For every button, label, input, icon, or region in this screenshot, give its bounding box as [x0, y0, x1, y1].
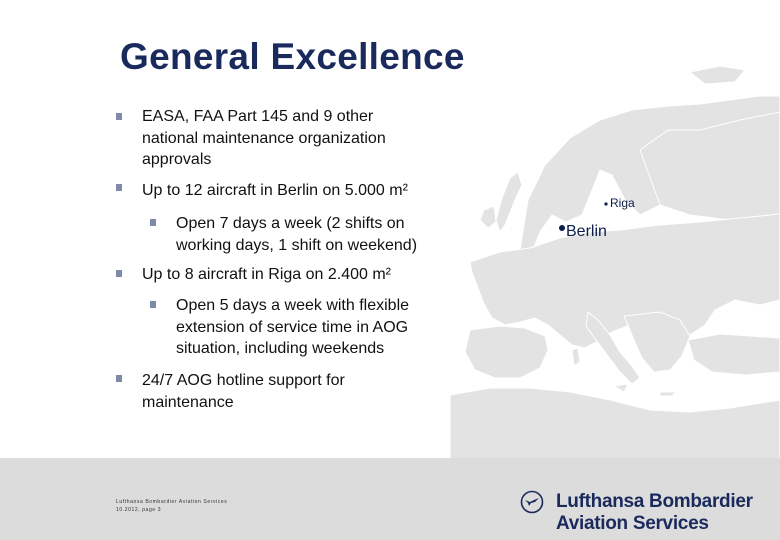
footer-company: Lufthansa Bombardier Aviation Services [116, 499, 228, 505]
city-label-riga: Riga [610, 196, 635, 210]
sub-bullet-item [176, 295, 466, 360]
bullet-text: EASA, FAA Part 145 and 9 other national maintenance organization approvals [142, 108, 386, 168]
bullet-text: Open 7 days a week (2 shifts on working days, 1 shift on weekend) [176, 215, 418, 254]
bullet-text: Open 5 days a week with flexible extension of service time in AOG situation, including weekends [176, 297, 410, 357]
brand-name-line2: Aviation Services [556, 513, 709, 534]
sub-bullet-marker-icon [150, 219, 156, 226]
bullet-marker-icon [116, 113, 122, 120]
bullet-item [142, 106, 442, 171]
footer-bar [0, 458, 780, 540]
sub-bullet-marker-icon [150, 301, 156, 308]
city-label-berlin: Berlin [566, 223, 607, 240]
bullet-item [142, 180, 462, 202]
sub-bullet-item [176, 213, 466, 256]
bullet-text: 24/7 AOG hotline support for maintenance [142, 372, 345, 411]
bullet-marker-icon [116, 270, 122, 277]
crane-logo-icon [520, 490, 544, 514]
bullet-text: Up to 8 aircraft in Riga on 2.400 m² [142, 266, 392, 283]
bullet-text: Up to 12 aircraft in Berlin on 5.000 m² [142, 182, 408, 199]
footer-page-info: 10.2012, page 3 [116, 507, 162, 513]
bullet-marker-icon [116, 375, 122, 382]
bullet-item [142, 264, 462, 286]
bullet-item [142, 370, 442, 413]
slide-title: General Excellence [120, 36, 465, 77]
brand-name-line1: Lufthansa Bombardier [556, 491, 753, 512]
bullet-marker-icon [116, 184, 122, 191]
